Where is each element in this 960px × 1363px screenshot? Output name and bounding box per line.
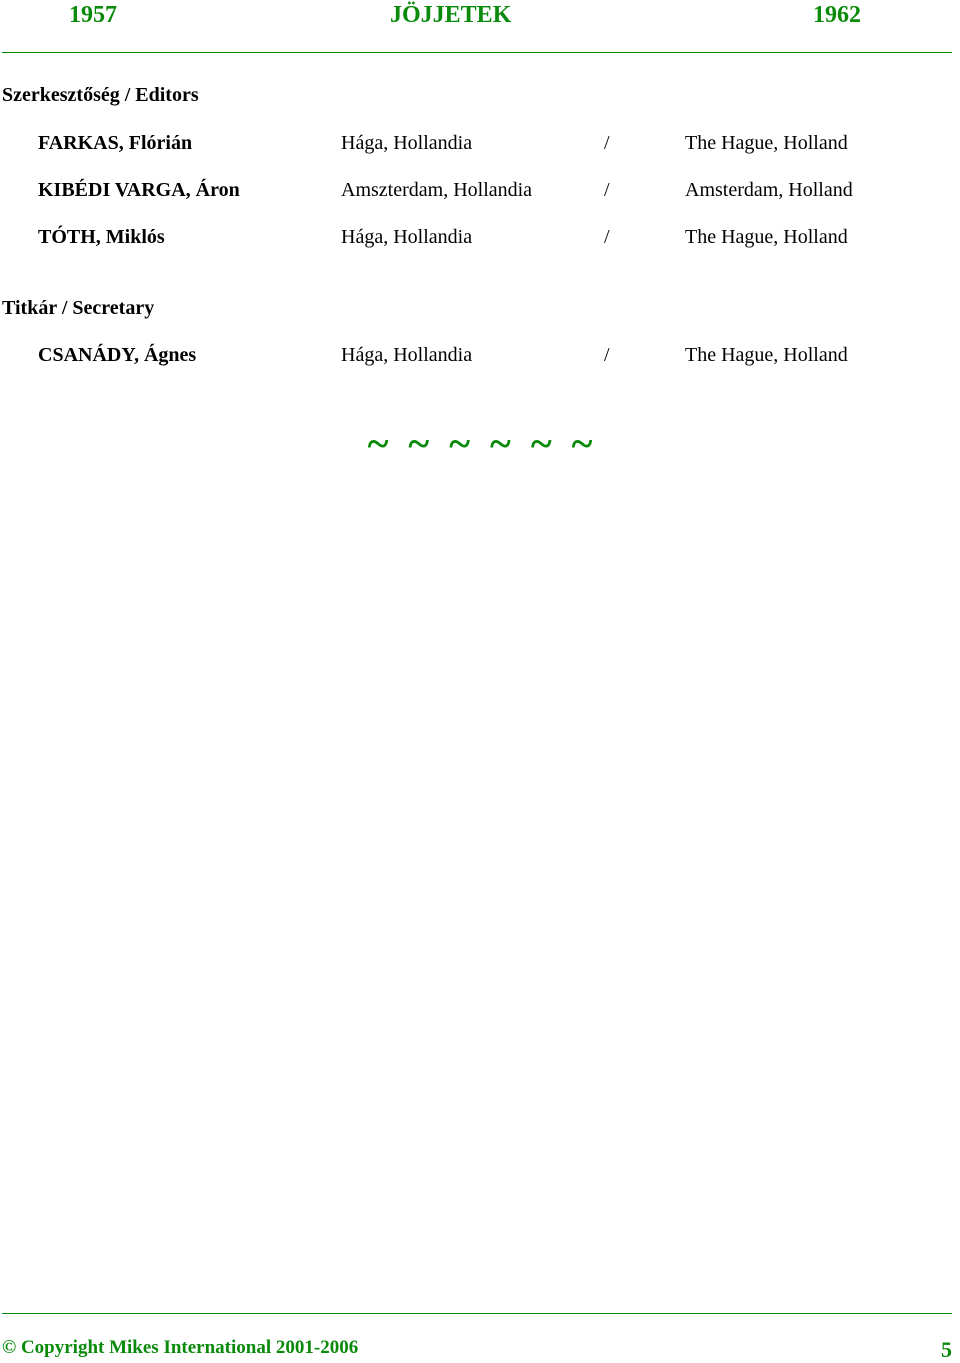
ornament-tilde: ~ (367, 421, 389, 466)
editor-name: FARKAS, Flórián (38, 132, 193, 154)
editor-place-en: The Hague, Holland (685, 226, 848, 248)
secretary-place-hu: Hága, Hollandia (341, 344, 473, 366)
secretary-section-title: Titkár / Secretary (2, 297, 155, 319)
editor-row (0, 226, 960, 254)
editor-name: TÓTH, Miklós (38, 226, 165, 248)
header-title: JÖJJETEK (390, 2, 512, 28)
editor-separator: / (604, 226, 610, 248)
editors-section-title: Szerkesztőség / Editors (2, 84, 199, 106)
header-year-end: 1962 (813, 2, 861, 28)
editor-place-hu: Amszterdam, Hollandia (341, 179, 533, 201)
editor-place-hu: Hága, Hollandia (341, 132, 473, 154)
ornament-divider (0, 420, 960, 467)
ornament-tilde: ~ (449, 421, 470, 466)
secretary-row (0, 344, 960, 372)
editor-separator: / (604, 179, 610, 201)
secretary-separator: / (604, 344, 610, 366)
header-year-start: 1957 (69, 2, 117, 28)
header-divider (2, 52, 952, 53)
ornament-tilde: ~ (490, 421, 511, 466)
ornament-tilde: ~ (571, 421, 593, 466)
editor-row (0, 132, 960, 160)
secretary-place-en: The Hague, Holland (685, 344, 848, 366)
footer-page-number: 5 (941, 1337, 952, 1362)
editor-row (0, 179, 960, 207)
editor-place-en: Amsterdam, Holland (685, 179, 853, 201)
ornament-tilde: ~ (408, 421, 430, 466)
editor-separator: / (604, 132, 610, 154)
page-header (0, 2, 960, 36)
editor-place-en: The Hague, Holland (685, 132, 848, 154)
footer-copyright: © Copyright Mikes International 2001-2006 (2, 1337, 359, 1358)
editor-place-hu: Hága, Hollandia (341, 226, 473, 248)
editor-name: KIBÉDI VARGA, Áron (38, 179, 240, 201)
secretary-name: CSANÁDY, Ágnes (38, 344, 197, 366)
ornament-tilde: ~ (530, 421, 552, 466)
footer-divider (2, 1313, 952, 1314)
